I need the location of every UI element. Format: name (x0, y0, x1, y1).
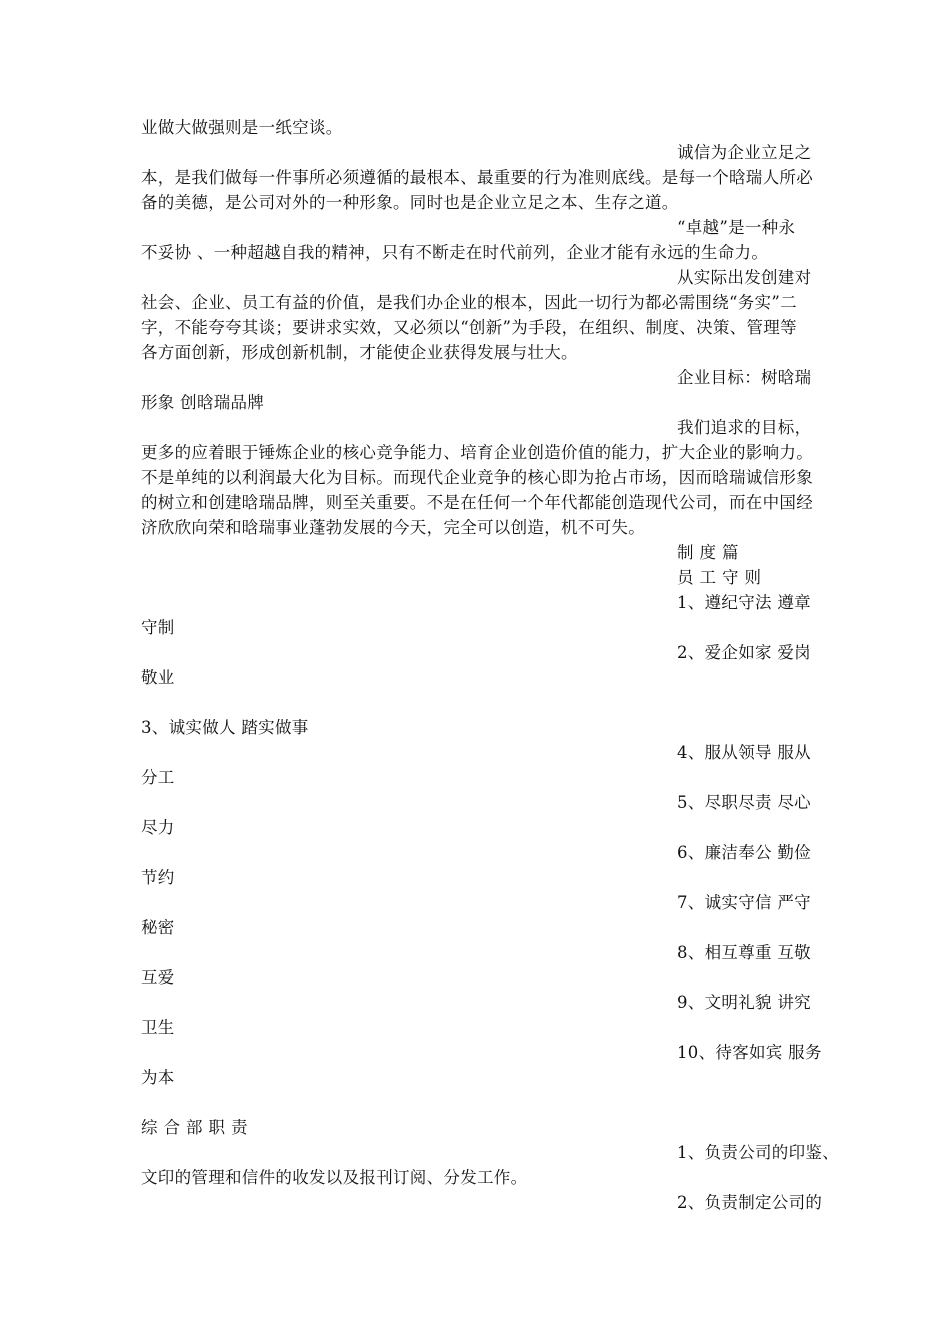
text-line: 分工 (141, 768, 175, 787)
text-line: 2、爱企如家 爱岗 (677, 643, 811, 662)
text-line: 不妥协 、一种超越自我的精神，只有不断走在时代前列，企业才能有永远的生命力。 (141, 243, 769, 262)
text-line: 更多的应着眼于锤炼企业的核心竞争能力、培育企业创造价值的能力，扩大企业的影响力。 (141, 443, 813, 462)
text-line: 7、诚实守信 严守 (677, 893, 811, 912)
text-line: 守制 (141, 618, 175, 637)
text-line: 本，是我们做每一件事所必须遵循的最根本、最重要的行为准则底线。是每一个晗瑞人所必 (141, 168, 813, 187)
text-line: 1、遵纪守法 遵章 (677, 593, 811, 612)
text-line: 3、诚实做人 踏实做事 (141, 718, 309, 737)
text-line: 从实际出发创建对 (677, 268, 812, 287)
text-line: 2、负责制定公司的 (677, 1193, 823, 1212)
text-line: 卫生 (141, 1018, 175, 1037)
text-line: 9、文明礼貌 讲究 (677, 993, 811, 1012)
text-line: 诚信为企业立足之 (677, 143, 812, 162)
text-line: 敬业 (141, 668, 175, 687)
text-line: 1、负责公司的印鉴、 (677, 1143, 839, 1162)
text-line: 6、廉洁奉公 勤俭 (677, 843, 811, 862)
text-line: 8、相互尊重 互敬 (677, 943, 811, 962)
text-line: 业做大做强则是一纸空谈。 (141, 118, 343, 137)
text-line: 尽力 (141, 818, 175, 837)
text-line: 10、待客如宾 服务 (677, 1043, 822, 1062)
text-line: 不是单纯的以利润最大化为目标。而现代企业竞争的核心即为抢占市场，因而晗瑞诚信形象 (141, 468, 813, 487)
section-heading: 员工守则 (677, 568, 767, 587)
text-line: 秘密 (141, 918, 175, 937)
text-line: 节约 (141, 868, 175, 887)
text-line: “卓越”是一种永 (677, 218, 796, 237)
text-line: 各方面创新，形成创新机制，才能使企业获得发展与壮大。 (141, 343, 578, 362)
text-line: 文印的管理和信件的收发以及报刊订阅、分发工作。 (141, 1168, 528, 1187)
text-line: 济欣欣向荣和晗瑞事业蓬勃发展的今天，完全可以创造，机不可失。 (141, 518, 645, 537)
text-line: 的树立和创建晗瑞品牌，则至关重要。不是在任何一个年代都能创造现代公司，而在中国经 (141, 493, 813, 512)
text-line: 字，不能夸夸其谈；要讲求实效，又必须以“创新”为手段，在组织、制度、决策、管理等 (141, 318, 797, 337)
text-line: 4、服从领导 服从 (677, 743, 811, 762)
text-line: 5、尽职尽责 尽心 (677, 793, 811, 812)
text-line: 为本 (141, 1068, 175, 1087)
section-heading: 制度篇 (677, 543, 745, 562)
text-line: 企业目标：树晗瑞 (677, 368, 812, 387)
text-line: 形象 创晗瑞品牌 (141, 393, 265, 412)
text-line: 备的美德，是公司对外的一种形象。同时也是企业立足之本、生存之道。 (141, 193, 679, 212)
text-line: 我们追求的目标， (677, 418, 812, 437)
text-line: 社会、企业、员工有益的价值，是我们办企业的根本，因此一切行为都必需围绕“务实”二 (141, 293, 797, 312)
text-line: 互爱 (141, 968, 175, 987)
section-heading: 综合部职责 (141, 1118, 254, 1137)
